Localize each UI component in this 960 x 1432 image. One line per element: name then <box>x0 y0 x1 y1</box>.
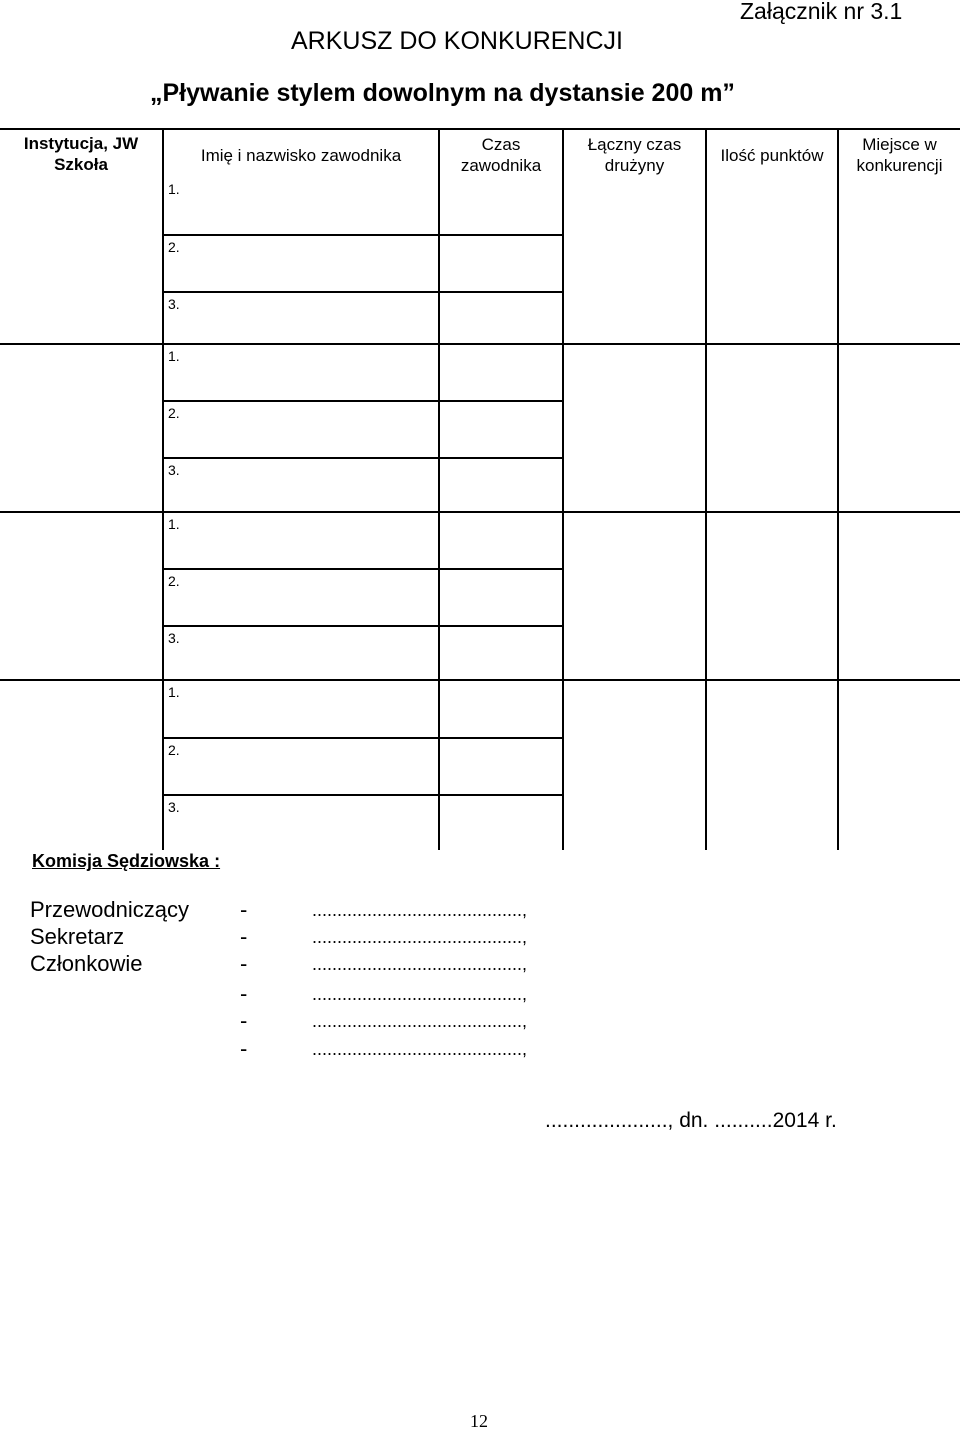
annex-label: Załącznik nr 3.1 <box>740 0 903 24</box>
signature-line: .........................................., <box>312 1039 528 1059</box>
column-header-time: Czas zawodnika <box>460 135 542 175</box>
table-border <box>162 737 564 739</box>
place-date-line: ....................., dn. ..........2014 r. <box>545 1109 837 1132</box>
signature-line: .........................................., <box>312 927 528 947</box>
table-border <box>0 679 960 681</box>
member-number: 1. <box>168 516 180 532</box>
table-border <box>162 128 164 850</box>
table-border <box>562 128 564 850</box>
table-border <box>705 128 707 850</box>
jury-dash: - <box>240 951 248 976</box>
member-number: 2. <box>168 239 180 255</box>
jury-role: Przewodniczący <box>30 897 189 922</box>
column-header-place: Miejsce w konkurencji <box>856 135 943 175</box>
member-number: 2. <box>168 573 180 589</box>
table-border <box>162 625 564 627</box>
member-number: 2. <box>168 742 180 758</box>
table-border <box>162 794 564 796</box>
jury-dash: - <box>240 897 248 922</box>
jury-role: Członkowie <box>30 951 143 976</box>
table-border <box>162 568 564 570</box>
table-border <box>162 457 564 459</box>
table-border <box>0 511 960 513</box>
jury-dash: - <box>240 1008 248 1033</box>
member-number: 1. <box>168 181 180 197</box>
member-number: 3. <box>168 799 180 815</box>
page-title: ARKUSZ DO KONKURENCJI <box>291 27 623 55</box>
column-header-institution: Instytucja, JW Szkoła <box>23 134 139 174</box>
column-header-points: Ilość punktów <box>720 146 824 165</box>
table-border <box>438 128 440 850</box>
signature-line: .........................................., <box>312 954 528 974</box>
table-border <box>162 234 564 236</box>
member-number: 3. <box>168 630 180 646</box>
member-number: 3. <box>168 462 180 478</box>
table-border <box>837 128 839 850</box>
table-border <box>162 400 564 402</box>
table-border <box>0 128 960 130</box>
jury-role: Sekretarz <box>30 924 125 949</box>
member-number: 1. <box>168 348 180 364</box>
table-border <box>0 343 960 345</box>
member-number: 3. <box>168 296 180 312</box>
jury-dash: - <box>240 924 248 949</box>
column-header-name: Imię i nazwisko zawodnika <box>200 146 402 165</box>
member-number: 1. <box>168 684 180 700</box>
page-number: 12 <box>470 1411 488 1431</box>
member-number: 2. <box>168 405 180 421</box>
jury-dash: - <box>240 1036 248 1061</box>
column-header-team-time: Łączny czas drużyny <box>587 135 682 175</box>
table-border <box>162 291 564 293</box>
jury-title: Komisja Sędziowska : <box>32 851 221 871</box>
signature-line: .........................................., <box>312 984 528 1004</box>
signature-line: .........................................., <box>312 1011 528 1031</box>
jury-dash: - <box>240 981 248 1006</box>
page-subtitle: „Pływanie stylem dowolnym na dystansie 200 m” <box>150 79 735 107</box>
signature-line: .........................................., <box>312 900 528 920</box>
